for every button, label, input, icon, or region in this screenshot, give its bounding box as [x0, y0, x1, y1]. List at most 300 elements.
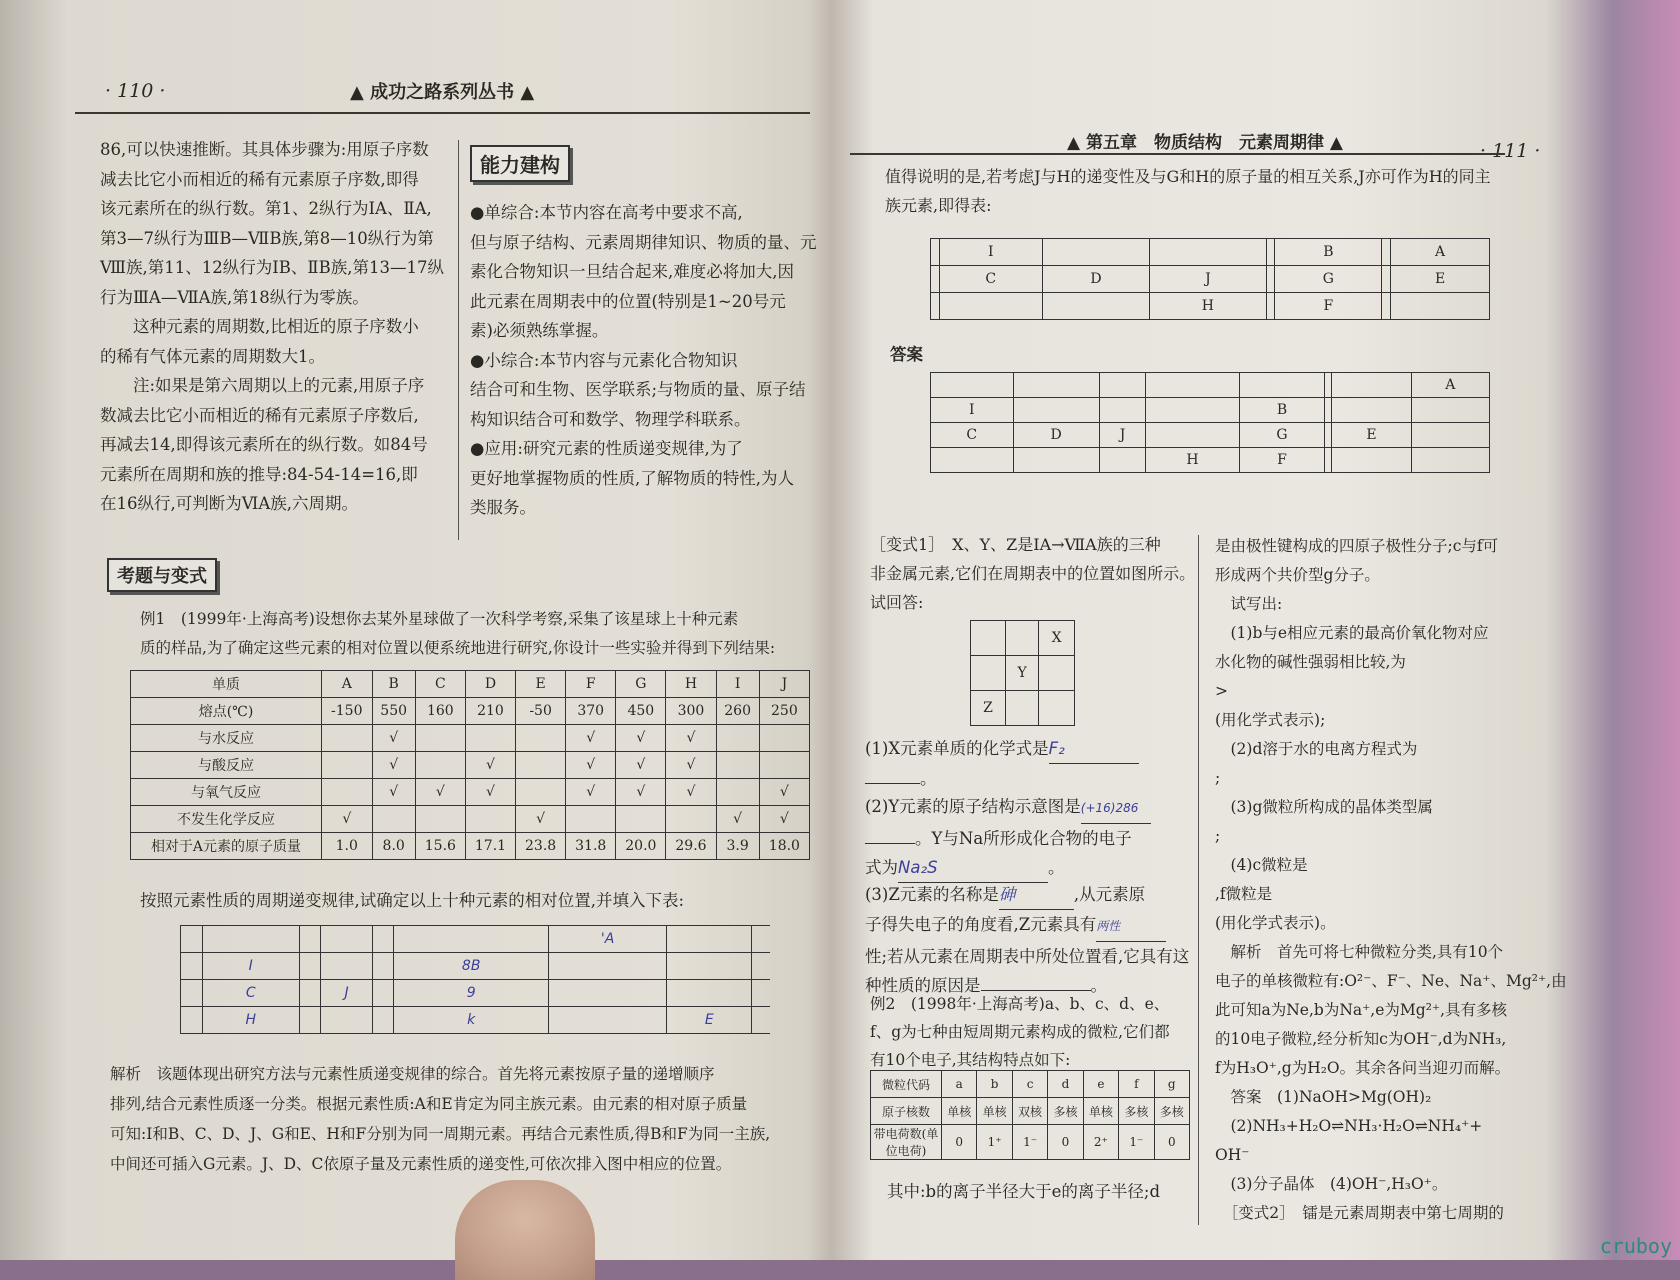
- table-row: [871, 1125, 1190, 1160]
- table-cell: E: [1332, 423, 1411, 448]
- table-cell: A: [1391, 239, 1490, 266]
- q2-answer[interactable]: (+16)286: [1081, 794, 1151, 824]
- table-cell: I: [716, 671, 759, 698]
- table-cell: [516, 725, 566, 752]
- table-row: [131, 752, 810, 779]
- table-cell: 23.8: [516, 833, 566, 860]
- table-cell: J: [759, 671, 809, 698]
- grid-cell[interactable]: 9: [394, 980, 549, 1007]
- grid-cell[interactable]: [549, 1007, 667, 1034]
- text-line: (4)c微粒是: [1215, 856, 1308, 874]
- table-cell: [1005, 621, 1038, 656]
- table-cell: [1039, 656, 1075, 691]
- table-cell: Z: [971, 691, 1006, 726]
- text-line: 这种元素的周期数,比相近的原子序数小: [100, 317, 419, 336]
- table-cell: E: [516, 671, 566, 698]
- grid-cell[interactable]: [321, 926, 372, 953]
- table-cell: 15.6: [415, 833, 465, 860]
- table-cell: A: [322, 671, 373, 698]
- table-cell: f: [1119, 1071, 1154, 1098]
- header-rule-right: [850, 153, 1505, 155]
- page-number-right: · 111 ·: [1480, 140, 1541, 162]
- table-cell: [1382, 293, 1391, 320]
- table-cell: F: [566, 671, 616, 698]
- text-line: 解析 首先可将七种微粒分类,具有10个: [1215, 943, 1504, 961]
- table-cell: √: [516, 806, 566, 833]
- xyz-grid: [970, 620, 1075, 726]
- table-cell: C: [939, 266, 1042, 293]
- table-cell: 多核: [1048, 1098, 1083, 1125]
- table-cell: √: [372, 725, 415, 752]
- table-row: [131, 725, 810, 752]
- periodic-table-1: [930, 238, 1490, 320]
- text-line: Ⅷ族,第11、12纵行为ⅠB、ⅡB族,第13—17纵: [100, 258, 444, 277]
- q3-text-e: 种性质的原因是: [865, 976, 981, 995]
- table-cell: [1391, 293, 1490, 320]
- table-cell: [1325, 448, 1332, 473]
- grid-cell[interactable]: C: [202, 980, 299, 1007]
- table-cell: [971, 621, 1006, 656]
- table-cell: √: [666, 752, 716, 779]
- text-line: (1)b与e相应元素的最高价氧化物对应: [1215, 624, 1489, 642]
- table-cell: 17.1: [465, 833, 515, 860]
- table-cell: E: [1391, 266, 1490, 293]
- text-line: f、g为七种由短周期元素构成的微粒,它们都: [870, 1023, 1170, 1041]
- table-cell: 不发生化学反应: [131, 806, 322, 833]
- text-line: ［变式2］ 镭是元素周期表中第七周期的: [1215, 1204, 1504, 1222]
- table-cell: √: [666, 725, 716, 752]
- table-cell: 0: [1048, 1125, 1083, 1160]
- grid-cell[interactable]: [299, 926, 321, 953]
- table-cell: [516, 779, 566, 806]
- text-line: >: [1215, 682, 1228, 700]
- text-line: 在16纵行,可判断为ⅥA族,六周期。: [100, 494, 358, 513]
- table-row: [931, 293, 1490, 320]
- table-cell: 300: [666, 698, 716, 725]
- text-line: OH⁻: [1215, 1146, 1250, 1164]
- grid-cell[interactable]: [181, 980, 203, 1007]
- text-line: 是由极性键构成的四原子极性分子;c与f可: [1215, 537, 1499, 555]
- text-line: 再减去14,即得该元素所在的纵行数。如84号: [100, 435, 428, 454]
- text-line: 元素所在周期和族的推导:84-54-14=16,即: [100, 464, 418, 484]
- table-cell: 单核: [942, 1098, 977, 1125]
- text-line: 此可知a为Ne,b为Na⁺,e为Mg²⁺,具有多核: [1215, 1001, 1508, 1019]
- table-cell: [1332, 398, 1411, 423]
- grid-cell[interactable]: [321, 1007, 372, 1034]
- answer-grid: [180, 925, 770, 1034]
- table-cell: 550: [372, 698, 415, 725]
- table-cell: 相对于A元素的原子质量: [131, 833, 322, 860]
- text-line: 族元素,即得表:: [885, 196, 992, 215]
- table-cell: I: [931, 398, 1014, 423]
- text-line: 答案 (1)NaOH>Mg(OH)₂: [1215, 1088, 1432, 1106]
- text-line: 可知:I和B、C、D、J、G和E、H和F分别为同一周期元素。再结合元素性质,得B和F为同一主族,: [110, 1125, 771, 1143]
- text-line: 电子的单核微粒有:O²⁻、F⁻、Ne、Na⁺、Mg²⁺,由: [1215, 972, 1567, 990]
- table-cell: [1005, 691, 1038, 726]
- text-line: (3)分子晶体 (4)OH⁻,H₃O⁺。: [1215, 1175, 1448, 1193]
- table-cell: [759, 752, 809, 779]
- table-cell: 0: [1154, 1125, 1189, 1160]
- table-cell: √: [372, 779, 415, 806]
- table-cell: G: [1239, 423, 1325, 448]
- text-line: ,f微粒是: [1215, 885, 1273, 903]
- table-cell: C: [415, 671, 465, 698]
- text-line: 试回答:: [870, 593, 924, 612]
- table-cell: G: [616, 671, 666, 698]
- table-cell: X: [1039, 621, 1075, 656]
- text-line: 结合可和生物、医学联系;与物质的量、原子结: [470, 380, 806, 399]
- grid-cell[interactable]: [372, 926, 394, 953]
- table-row: [131, 833, 810, 860]
- table-cell: H: [1146, 448, 1239, 473]
- text-line: 注:如果是第六周期以上的元素,用原子序: [100, 376, 425, 395]
- table-cell: [372, 806, 415, 833]
- text-line: 解析 该题体现出研究方法与元素性质递变规律的综合。首先将元素按原子量的递增顺序: [110, 1065, 715, 1083]
- grid-cell[interactable]: [321, 953, 372, 980]
- text-line: 形成两个共价型g分子。: [1215, 566, 1380, 584]
- table-cell: [1099, 448, 1146, 473]
- text-line: 例2 (1998年·上海高考)a、b、c、d、e、: [870, 995, 1170, 1013]
- text-line: 质的样品,为了确定这些元素的相对位置以便系统地进行研究,你设计一些实验并得到下列结果:: [140, 639, 776, 657]
- answer-label: 答案: [890, 345, 923, 364]
- table-cell: H: [666, 671, 716, 698]
- table-row: [971, 656, 1075, 691]
- table-cell: [971, 656, 1006, 691]
- grid-cell[interactable]: 'A: [549, 926, 667, 953]
- table-cell: [1099, 398, 1146, 423]
- table-cell: [322, 752, 373, 779]
- text-line: 类服务。: [470, 498, 536, 517]
- table-cell: √: [759, 806, 809, 833]
- table-cell: [322, 779, 373, 806]
- table-cell: [566, 806, 616, 833]
- table-row: [931, 266, 1490, 293]
- text-line: 行为ⅢA—ⅦA族,第18纵行为零族。: [100, 287, 369, 307]
- table-cell: g: [1154, 1071, 1189, 1098]
- table-cell: [1411, 398, 1489, 423]
- table-cell: 0: [942, 1125, 977, 1160]
- table-row: [871, 1098, 1190, 1125]
- grid-cell[interactable]: [394, 926, 549, 953]
- table-cell: 多核: [1119, 1098, 1154, 1125]
- table-cell: 1⁺: [977, 1125, 1012, 1160]
- table-cell: √: [566, 725, 616, 752]
- grid-cell[interactable]: J: [321, 980, 372, 1007]
- grid-cell[interactable]: [372, 980, 394, 1007]
- table-cell: [1146, 398, 1239, 423]
- text-line: 排列,结合元素性质逐一分类。根据元素性质:A和E肯定为同主族元素。由元素的相对原子质量: [110, 1095, 748, 1113]
- question-3: (3)Z元素的名称是砷 ,从元素原 子得失电子的角度看,Z元素具有两性 性;若从元素在周期表中所处位置看,它具有这 种性质的原因是 。: [865, 880, 1190, 1000]
- text-line: 减去比它小而相近的稀有元素原子序数,即得: [100, 169, 419, 189]
- after-table-text: 按照元素性质的周期递变规律,试确定以上十种元素的相对位置,并填入下表:: [140, 891, 685, 910]
- periodic-table-2: [930, 372, 1490, 473]
- table-cell: 单核: [977, 1098, 1012, 1125]
- table-cell: 与氧气反应: [131, 779, 322, 806]
- text-line: 更好地掌握物质的性质,了解物质的特性,为人: [470, 468, 794, 488]
- table-cell: b: [977, 1071, 1012, 1098]
- grid-cell[interactable]: [752, 1007, 770, 1034]
- table-cell: 2⁺: [1083, 1125, 1118, 1160]
- text-line: ●应用:研究元素的性质递变规律,为了: [470, 439, 743, 458]
- table-cell: √: [759, 779, 809, 806]
- grid-cell[interactable]: [372, 953, 394, 980]
- table-row: [931, 448, 1490, 473]
- table-cell: [716, 725, 759, 752]
- q1-blank-2[interactable]: [865, 783, 920, 784]
- table-row: [131, 671, 810, 698]
- table-cell: √: [372, 752, 415, 779]
- q2-text: (2)Y元素的原子结构示意图是: [865, 797, 1081, 816]
- table-cell: √: [465, 779, 515, 806]
- q3-text-d: 性;若从元素在周期表中所处位置看,它具有这: [865, 947, 1190, 966]
- column-divider-right: [1198, 535, 1199, 1225]
- table-cell: [1266, 239, 1275, 266]
- table-row: [931, 239, 1490, 266]
- table-cell: [716, 752, 759, 779]
- table-cell: [1411, 423, 1489, 448]
- table-cell: [931, 239, 940, 266]
- text-line: 的稀有气体元素的周期数大1。: [100, 346, 325, 366]
- grid-cell[interactable]: [202, 926, 299, 953]
- table-row: [971, 621, 1075, 656]
- table-cell: 多核: [1154, 1098, 1189, 1125]
- q2-text-b: 。Y与Na所形成化合物的电子: [915, 829, 1132, 848]
- grid-cell[interactable]: [181, 1007, 203, 1034]
- table-cell: [415, 725, 465, 752]
- q3-answer-2[interactable]: 两性: [1096, 912, 1166, 942]
- grid-cell[interactable]: [299, 953, 321, 980]
- table-cell: [1099, 373, 1146, 398]
- text-line: (用化学式表示);: [1215, 711, 1326, 729]
- text-line: 有10个电子,其结构特点如下:: [870, 1051, 1071, 1069]
- table-cell: √: [666, 779, 716, 806]
- text-line: 第3—7纵行为ⅢB—ⅦB族,第8—10纵行为第: [100, 228, 434, 248]
- table-cell: 与酸反应: [131, 752, 322, 779]
- table-cell: [1332, 448, 1411, 473]
- text-line: 素化合物知识一旦结合起来,难度必将加大,因: [470, 262, 794, 281]
- text-line: ●小综合:本节内容与元素化合物知识: [470, 350, 738, 370]
- table-cell: √: [716, 806, 759, 833]
- table-cell: [1382, 266, 1391, 293]
- text-line: ;: [1215, 827, 1221, 845]
- table-cell: [1382, 239, 1391, 266]
- table-cell: 450: [616, 698, 666, 725]
- text-line: 该元素所在的纵行数。第1、2纵行为ⅠA、ⅡA,: [100, 199, 432, 218]
- table-cell: √: [566, 752, 616, 779]
- table-cell: [1325, 373, 1332, 398]
- table-cell: [1266, 293, 1275, 320]
- question-1: (1)X元素单质的化学式是F₂ 。: [865, 734, 1190, 793]
- watermark: cruboy: [1599, 1234, 1672, 1258]
- grid-cell[interactable]: [181, 953, 203, 980]
- table-cell: [931, 448, 1014, 473]
- table-cell: [666, 806, 716, 833]
- text-line: ●单综合:本节内容在高考中要求不高,: [470, 203, 743, 222]
- table-cell: √: [616, 725, 666, 752]
- chapter-title: ▲ 第五章 物质结构 元素周期律 ▲: [1067, 133, 1343, 153]
- table-cell: [1332, 373, 1411, 398]
- below-table-text: 其中:b的离子半径大于e的离子半径;d: [887, 1182, 1161, 1201]
- q1-text: (1)X元素单质的化学式是: [865, 739, 1049, 758]
- text-line: 试写出:: [1215, 595, 1283, 613]
- table-cell: [1042, 293, 1150, 320]
- text-line: (3)g微粒所构成的晶体类型属: [1215, 798, 1433, 816]
- header-rule: [75, 112, 810, 114]
- table-cell: [415, 806, 465, 833]
- page-number: · 110 ·: [105, 80, 166, 102]
- table-cell: [1239, 373, 1325, 398]
- table-cell: 单核: [1083, 1098, 1118, 1125]
- table-cell: √: [465, 752, 515, 779]
- table-cell: √: [616, 752, 666, 779]
- table-cell: 160: [415, 698, 465, 725]
- grid-cell[interactable]: [181, 926, 203, 953]
- text-line: 非金属元素,它们在周期表中的位置如图所示。: [870, 564, 1196, 583]
- table-cell: Y: [1005, 656, 1038, 691]
- text-line: (用化学式表示)。: [1215, 914, 1336, 932]
- table-cell: 18.0: [759, 833, 809, 860]
- text-line: 中间还可插入G元素。J、D、C依原子量及元素性质的递变性,可依次排入图中相应的位置。: [110, 1155, 732, 1173]
- q2-blank-2[interactable]: [865, 843, 915, 844]
- text-line: 但与原子结构、元素周期律知识、物质的量、元: [470, 232, 817, 252]
- thumb: [455, 1180, 595, 1280]
- table-cell: [516, 752, 566, 779]
- table-cell: d: [1048, 1071, 1083, 1098]
- table-cell: [1013, 448, 1099, 473]
- table-cell: D: [1013, 423, 1099, 448]
- grid-cell[interactable]: [299, 980, 321, 1007]
- grid-cell[interactable]: [299, 1007, 321, 1034]
- table-cell: [1039, 691, 1075, 726]
- table-cell: 250: [759, 698, 809, 725]
- table-cell: 8.0: [372, 833, 415, 860]
- q3-text: (3)Z元素的名称是: [865, 885, 999, 904]
- table-row: [871, 1071, 1190, 1098]
- grid-cell[interactable]: 8B: [394, 953, 549, 980]
- table-row: [181, 980, 771, 1007]
- table-cell: [415, 752, 465, 779]
- column-divider: [458, 140, 459, 540]
- text-line: (2)d溶于水的电离方程式为: [1215, 740, 1418, 758]
- grid-cell[interactable]: k: [394, 1007, 549, 1034]
- grid-cell[interactable]: [667, 926, 752, 953]
- table-cell: c: [1012, 1071, 1047, 1098]
- grid-cell[interactable]: I: [202, 953, 299, 980]
- table-row: [971, 691, 1075, 726]
- table-cell: B: [1275, 239, 1382, 266]
- table-row: [181, 926, 771, 953]
- table-cell: [939, 293, 1042, 320]
- table-cell: 单质: [131, 671, 322, 698]
- grid-cell[interactable]: [667, 980, 752, 1007]
- table-cell: [1146, 373, 1239, 398]
- q3-answer[interactable]: 砷: [999, 880, 1074, 910]
- table-cell: F: [1239, 448, 1325, 473]
- table-cell: G: [1275, 266, 1382, 293]
- table-row: [181, 1007, 771, 1034]
- right-page: [815, 0, 1590, 1260]
- grid-cell[interactable]: H: [202, 1007, 299, 1034]
- table-cell: [931, 293, 940, 320]
- table-cell: H: [1150, 293, 1266, 320]
- table-cell: -150: [322, 698, 373, 725]
- table-cell: [322, 725, 373, 752]
- grid-cell[interactable]: [752, 980, 770, 1007]
- text-line: ;: [1215, 769, 1221, 787]
- table-cell: 370: [566, 698, 616, 725]
- table-row: [131, 779, 810, 806]
- text-line: 数减去比它小而相近的稀有元素原子序数后,: [100, 405, 419, 425]
- particle-table: [870, 1070, 1190, 1160]
- table-cell: 1⁻: [1012, 1125, 1047, 1160]
- table-cell: [1150, 239, 1266, 266]
- table-row: [181, 953, 771, 980]
- grid-cell[interactable]: [752, 953, 770, 980]
- table-cell: 29.6: [666, 833, 716, 860]
- grid-cell[interactable]: [667, 953, 752, 980]
- table-cell: J: [1099, 423, 1146, 448]
- text-line: 的10电子微粒,经分析知c为OH⁻,d为NH₃,: [1215, 1030, 1507, 1048]
- table-cell: 20.0: [616, 833, 666, 860]
- table-cell: √: [322, 806, 373, 833]
- text-line: 例1 (1999年·上海高考)设想你去某外星球做了一次科学考察,采集了该星球上十种元素: [140, 610, 739, 628]
- table-cell: 熔点(℃): [131, 698, 322, 725]
- table-cell: [1411, 448, 1489, 473]
- text-line: 素)必须熟练掌握。: [470, 321, 609, 340]
- table-cell: [465, 806, 515, 833]
- q2-answer-2[interactable]: Na₂S: [898, 853, 1048, 883]
- table-cell: [1013, 373, 1099, 398]
- table-cell: -50: [516, 698, 566, 725]
- table-row: [131, 806, 810, 833]
- grid-cell[interactable]: [549, 953, 667, 980]
- grid-cell[interactable]: [752, 926, 770, 953]
- table-cell: 双核: [1012, 1098, 1047, 1125]
- element-property-table: [130, 670, 810, 860]
- table-cell: 与水反应: [131, 725, 322, 752]
- table-cell: [465, 725, 515, 752]
- text-line: 此元素在周期表中的位置(特别是1~20号元: [470, 291, 786, 311]
- table-row: [931, 423, 1490, 448]
- table-cell: 微粒代码: [871, 1071, 942, 1098]
- table-cell: C: [931, 423, 1014, 448]
- table-cell: F: [1275, 293, 1382, 320]
- left-page: [0, 0, 817, 1260]
- q1-answer[interactable]: F₂: [1049, 734, 1139, 764]
- grid-cell[interactable]: E: [667, 1007, 752, 1034]
- exam-title: 考题与变式: [107, 558, 217, 592]
- table-row: [131, 698, 810, 725]
- table-cell: 1⁻: [1119, 1125, 1154, 1160]
- grid-cell[interactable]: [549, 980, 667, 1007]
- question-2: (2)Y元素的原子结构示意图是(+16)286 。Y与Na所形成化合物的电子 式为Na₂S 。: [865, 792, 1190, 883]
- table-cell: B: [372, 671, 415, 698]
- text-line: (2)NH₃+H₂O⇌NH₃·H₂O⇌NH₄⁺+: [1215, 1117, 1483, 1135]
- table-cell: [931, 373, 1014, 398]
- table-cell: [1325, 423, 1332, 448]
- table-cell: 260: [716, 698, 759, 725]
- text-line: 构知识结合可和数学、物理学科联系。: [470, 409, 751, 429]
- table-cell: [1325, 398, 1332, 423]
- table-cell: D: [465, 671, 515, 698]
- grid-cell[interactable]: [372, 1007, 394, 1034]
- table-cell: [759, 725, 809, 752]
- table-cell: 210: [465, 698, 515, 725]
- table-cell: J: [1150, 266, 1266, 293]
- table-row: [931, 398, 1490, 423]
- table-cell: 原子核数: [871, 1098, 942, 1125]
- text-line: 水化物的碱性强弱相比较,为: [1215, 653, 1406, 671]
